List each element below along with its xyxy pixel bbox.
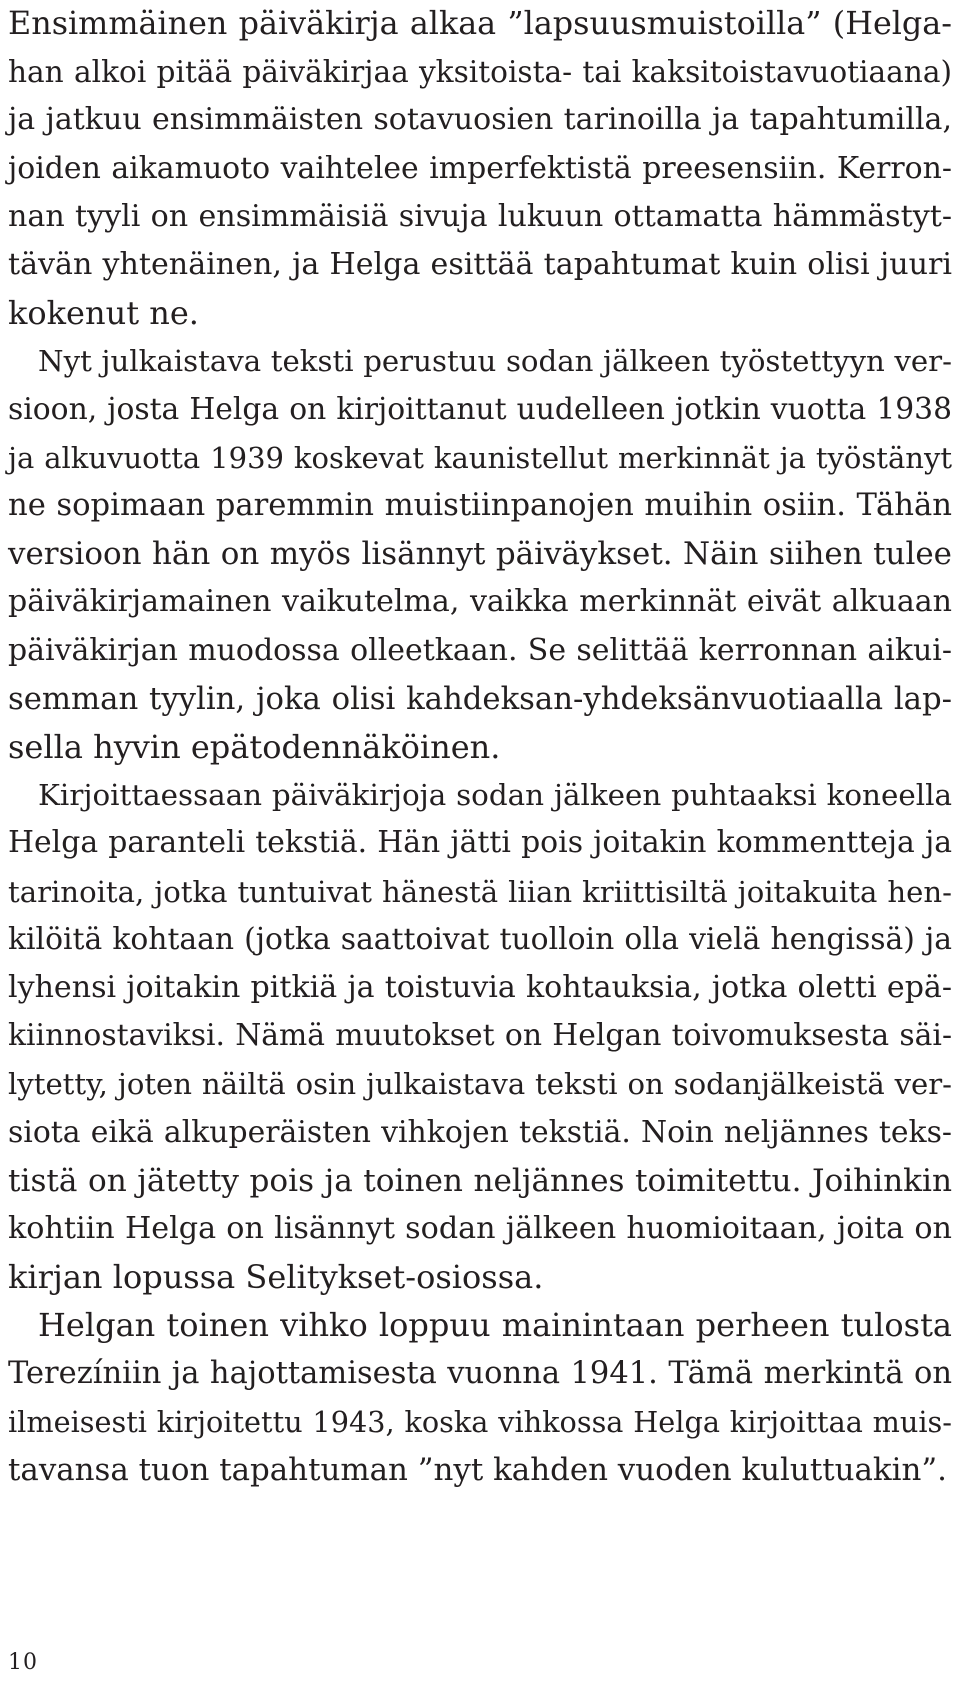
text-line: ja alkuvuotta 1939 koskevat kaunistellut merkinnät ja työstänyt	[8, 440, 952, 475]
text-line: versioon hän on myös lisännyt päiväykset. Näin siihen tulee	[8, 536, 952, 573]
text-line: päiväkirjan muodossa olleetkaan. Se selittää kerronnan aikui-	[8, 632, 952, 668]
text-line: Nyt julkaistava teksti perustuu sodan jälkeen työstettyyn ver-	[38, 344, 952, 379]
text-line: Terezíniin ja hajottamisesta vuonna 1941. Tämä merkintä on	[8, 1355, 952, 1391]
text-line: han alkoi pitää päiväkirjaa yksitoista- tai kaksitoistavuotiaana)	[8, 55, 952, 90]
document-body	[8, 0, 952, 1494]
text-line: kilöitä kohtaan (jotka saattoivat tuolloin olla vielä hengissä) ja	[8, 921, 952, 957]
text-line: sella hyvin epätodennäköinen.	[8, 728, 501, 767]
text-line: kiinnostaviksi. Nämä muutokset on Helgan toivomuksesta säi-	[8, 1018, 952, 1054]
text-line: Helgan toinen vihko loppuu mainintaan perheen tulosta	[38, 1306, 952, 1345]
text-line: nan tyyli on ensimmäisiä sivuja lukuun ottamatta hämmästyt-	[8, 198, 952, 234]
text-line: tävän yhtenäinen, ja Helga esittää tapahtumat kuin olisi juuri	[8, 247, 952, 283]
text-line: semman tyylin, joka olisi kahdeksan-yhdeksänvuotiaalla lap-	[8, 680, 952, 717]
text-line: kirjan lopussa Selitykset-osiossa.	[8, 1258, 544, 1297]
text-line: ja jatkuu ensimmäisten sotavuosien tarinoilla ja tapahtumilla,	[8, 102, 952, 138]
text-line: siota eikä alkuperäisten vihkojen tekstiä. Noin neljännes teks-	[8, 1114, 952, 1150]
text-line: lyhensi joitakin pitkiä ja toistuvia kohtauksia, jotka oletti epä-	[8, 970, 952, 1006]
text-line: päiväkirjamainen vaikutelma, vaikka merkinnät eivät alkuaan	[8, 584, 952, 620]
text-line: ilmeisesti kirjoitettu 1943, koska vihkossa Helga kirjoittaa muis-	[8, 1404, 952, 1439]
text-line: lytetty, joten näiltä osin julkaistava teksti on sodanjälkeistä ver-	[8, 1067, 952, 1102]
text-line: sioon, josta Helga on kirjoittanut uudelleen jotkin vuotta 1938	[8, 391, 952, 427]
text-line: Kirjoittaessaan päiväkirjoja sodan jälkeen puhtaaksi koneella	[38, 778, 952, 813]
paragraph-3	[8, 771, 952, 1301]
text-line: tavansa tuon tapahtuman ”nyt kahden vuoden kuluttuakin”.	[8, 1452, 947, 1489]
text-line: Helga paranteli tekstiä. Hän jätti pois joitakin kommentteja ja	[8, 825, 952, 861]
text-line: tistä on jätetty pois ja toinen neljännes toimitettu. Joihinkin	[8, 1162, 952, 1199]
paragraph-2	[8, 337, 952, 771]
text-line: kokenut ne.	[8, 294, 199, 333]
page-number: 10	[8, 1650, 38, 1675]
text-line: Ensimmäinen päiväkirja alkaa ”lapsuusmuistoilla” (Helga-	[8, 5, 952, 42]
text-line: ne sopimaan paremmin muistiinpanojen muihin osiin. Tähän	[8, 488, 952, 524]
text-line: joiden aikamuoto vaihtelee imperfektistä preesensiin. Kerron-	[8, 150, 952, 186]
text-line: tarinoita, jotka tuntuivat hänestä liian kriittisiltä joitakuita hen-	[8, 874, 952, 909]
text-line: kohtiin Helga on lisännyt sodan jälkeen huomioitaan, joita on	[8, 1211, 952, 1247]
paragraph-1	[8, 0, 952, 337]
paragraph-4	[8, 1301, 952, 1494]
